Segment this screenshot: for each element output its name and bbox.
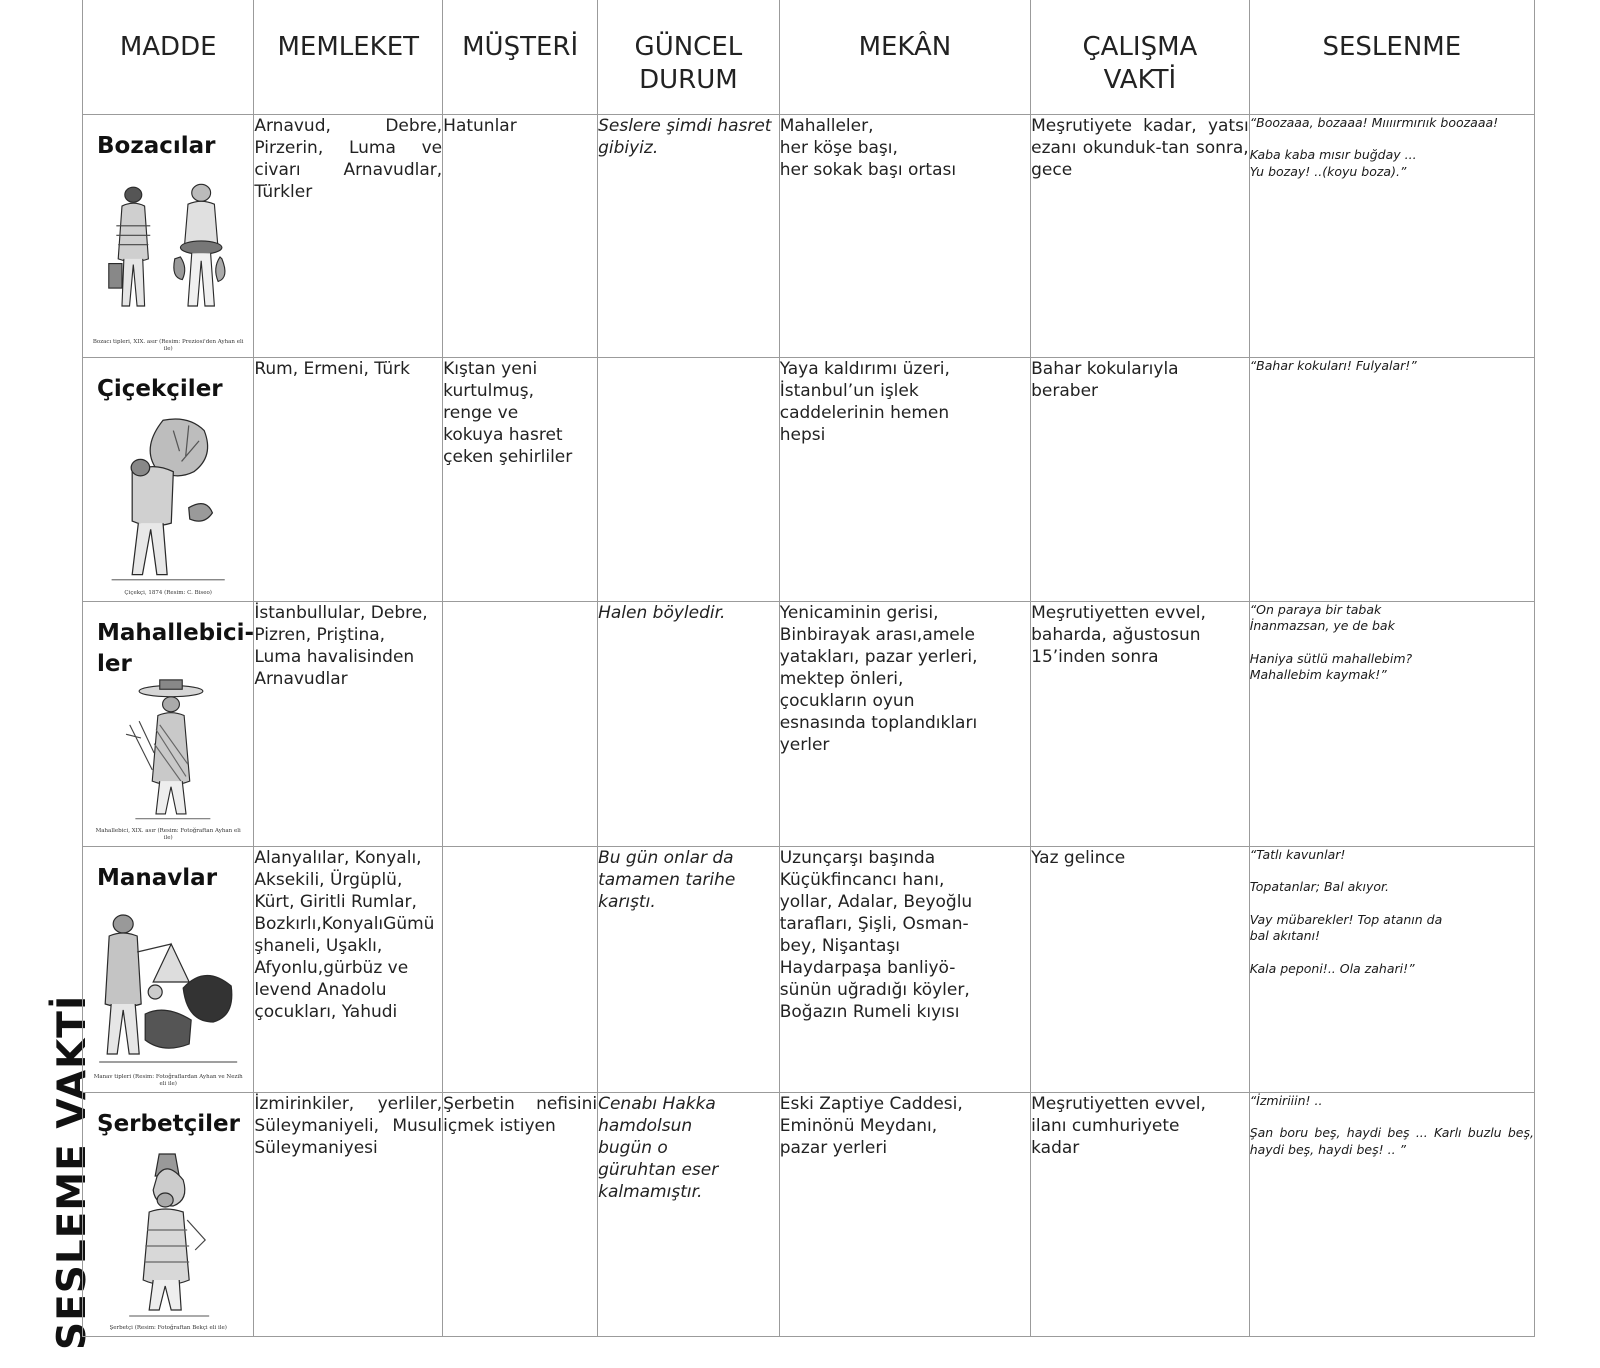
seslenme-cell: [1249, 846, 1534, 1092]
seslenme-line: Vay mübarekler! Top atanın da bal akıtanı!: [1249, 911, 1443, 943]
table-row: [83, 601, 1535, 846]
mekan-cell: Yenicaminin gerisi, Binbirayak arası,amele yatakları, pazar yerleri, mektep önleri, çocukların oyun esnasında toplandıkları yerler: [779, 601, 1030, 846]
boza-sellers-illustration: [91, 174, 245, 353]
musteri-cell: Hatunlar: [443, 114, 598, 357]
table-header-row: [83, 0, 1535, 114]
item-name: Bozacılar: [97, 132, 216, 159]
header-guncel-durum: GÜNCEL DURUM: [598, 0, 780, 114]
item-cell: [83, 114, 254, 357]
header-madde: MADDE: [83, 0, 254, 114]
illustration-caption: Manav tipleri (Resim: Fotoğraflardan Ayhan ve Nezih eli ile): [93, 1073, 243, 1087]
seslenme-cell: [1249, 357, 1534, 601]
calisma-vakti-cell: Bahar kokularıyla beraber: [1031, 357, 1250, 601]
guncel-durum-cell: Halen böyledir.: [598, 601, 780, 846]
seslenme-cell: [1249, 114, 1534, 357]
item-name: Mahallebici- ler: [97, 619, 255, 677]
mekan-cell: Uzunçarşı başında Küçükfincancı hanı, yollar, Adalar, Beyoğlu tarafları, Şişli, Osman- bey, Nişantaşı Haydarpaşa banliyö- sünün uğradığı köyler, Boğazın Rumeli kıyısı: [779, 846, 1030, 1092]
musteri-cell: [443, 846, 598, 1092]
musteri-cell: Kıştan yeni kurtulmuş, renge ve kokuya hasret çeken şehirliler: [443, 357, 598, 601]
item-cell: [83, 601, 254, 846]
table-row: [83, 1092, 1535, 1336]
seslenme-line: “Boozaaa, bozaaa! Mıııırmırıık boozaaa!: [1249, 114, 1499, 130]
header-memleket: MEMLEKET: [254, 0, 443, 114]
street-vendors-table: [82, 0, 1535, 1337]
seslenme-line: “Tatlı kavunlar!: [1249, 846, 1346, 862]
mekan-cell: Yaya kaldırımı üzeri, İstanbul’un işlek caddelerinin hemen hepsi: [779, 357, 1030, 601]
memleket-cell: İstanbullular, Debre, Pizren, Priştina, Luma havalisinden Arnavudlar: [254, 601, 443, 846]
seslenme-cell: [1249, 1092, 1534, 1336]
table-row: [83, 357, 1535, 601]
illustration-caption: Çiçekçi, 1874 (Resim: C. Biseo): [124, 589, 212, 596]
musteri-cell: Şerbetin nefisini içmek istiyen: [443, 1092, 598, 1336]
header-seslenme: SESLENME: [1249, 0, 1534, 114]
illustration-caption: Şerbetçi (Resim: Fotoğraftan Bekçi eli ile): [109, 1324, 227, 1331]
greengrocer-illustration: [91, 904, 245, 1088]
illustration-caption: Bozacı tipleri, XIX. asır (Resim: Preziosi'den Ayhan eli ile): [92, 338, 244, 352]
calisma-vakti-cell: Meşrutiyete kadar, yatsı ezanı okunduk-tan sonra, gece: [1031, 114, 1250, 357]
item-name: Çiçekçiler: [97, 375, 223, 402]
memleket-cell: Rum, Ermeni, Türk: [254, 357, 443, 601]
memleket-cell: İzmirinkiler, yerliler, Süleymaniyeli, Musul Süleymaniyesi: [254, 1092, 443, 1336]
item-name: Manavlar: [97, 864, 218, 891]
flower-seller-illustration: [91, 410, 245, 597]
item-cell: [83, 1092, 254, 1336]
mekan-cell: Eski Zaptiye Caddesi, Eminönü Meydanı, pazar yerleri: [779, 1092, 1030, 1336]
item-cell: [83, 846, 254, 1092]
page-side-title: SESLEME VAKTİ: [50, 994, 95, 1350]
guncel-durum-cell: Bu gün onlar da tamamen tarihe karıştı.: [598, 846, 780, 1092]
seslenme-cell: [1249, 601, 1534, 846]
calisma-vakti-cell: Meşrutiyetten evvel, ilanı cumhuriyete kadar: [1031, 1092, 1250, 1336]
seslenme-line: Kala peponi!.. Ola zahari!”: [1249, 960, 1415, 976]
calisma-vakti-cell: Meşrutiyetten evvel, baharda, ağustosun 15’inden sonra: [1031, 601, 1250, 846]
guncel-durum-cell: Seslere şimdi hasret gibiyiz.: [598, 114, 780, 357]
seslenme-line: “Bahar kokuları! Fulyalar!”: [1249, 357, 1417, 373]
guncel-durum-cell: [598, 357, 780, 601]
guncel-durum-cell: Cenabı Hakka hamdolsun bugün o güruhtan eser kalmamıştır.: [598, 1092, 780, 1336]
seslenme-line: “İzmiriiin! ..: [1249, 1092, 1323, 1108]
seslenme-line: “On paraya bir tabak İnanmazsan, ye de bak: [1249, 601, 1395, 633]
sherbet-seller-illustration: [91, 1150, 245, 1332]
memleket-cell: Arnavud, Debre, Pirzerin, Luma ve civarı Arnavudlar, Türkler: [254, 114, 443, 357]
mekan-cell: Mahalleler, her köşe başı, her sokak başı ortası: [779, 114, 1030, 357]
seslenme-line: Kaba kaba mısır buğday ... Yu bozay! ..(koyu boza).”: [1249, 147, 1417, 179]
header-musteri: MÜŞTERİ: [443, 0, 598, 114]
memleket-cell: Alanyalılar, Konyalı, Aksekili, Ürgüplü, Kürt, Giritli Rumlar, Bozkırlı,KonyalıGümü şhaneli, Uşaklı, Afyonlu,gürbüz ve levend Anadolu çocukları, Yahudi: [254, 846, 443, 1092]
item-cell: [83, 357, 254, 601]
seslenme-line: Şan boru beş, haydi beş ... Karlı buzlu beş, haydi beş, haydi beş! .. ”: [1249, 1125, 1534, 1157]
header-mekan: MEKÂN: [779, 0, 1030, 114]
illustration-caption: Mahallebici, XIX. asır (Resim: Fotoğraftan Ayhan eli ile): [95, 827, 241, 841]
pudding-seller-illustration: [91, 678, 245, 842]
musteri-cell: [443, 601, 598, 846]
header-calisma-vakti: ÇALIŞMA VAKTİ: [1031, 0, 1250, 114]
seslenme-line: Topatanlar; Bal akıyor.: [1249, 879, 1390, 894]
item-name: Şerbetçiler: [97, 1110, 240, 1137]
calisma-vakti-cell: Yaz gelince: [1031, 846, 1250, 1092]
table-row: [83, 114, 1535, 357]
seslenme-line: Haniya sütlü mahallebim? Mahallebim kaymak!”: [1249, 650, 1413, 682]
table-row: [83, 846, 1535, 1092]
